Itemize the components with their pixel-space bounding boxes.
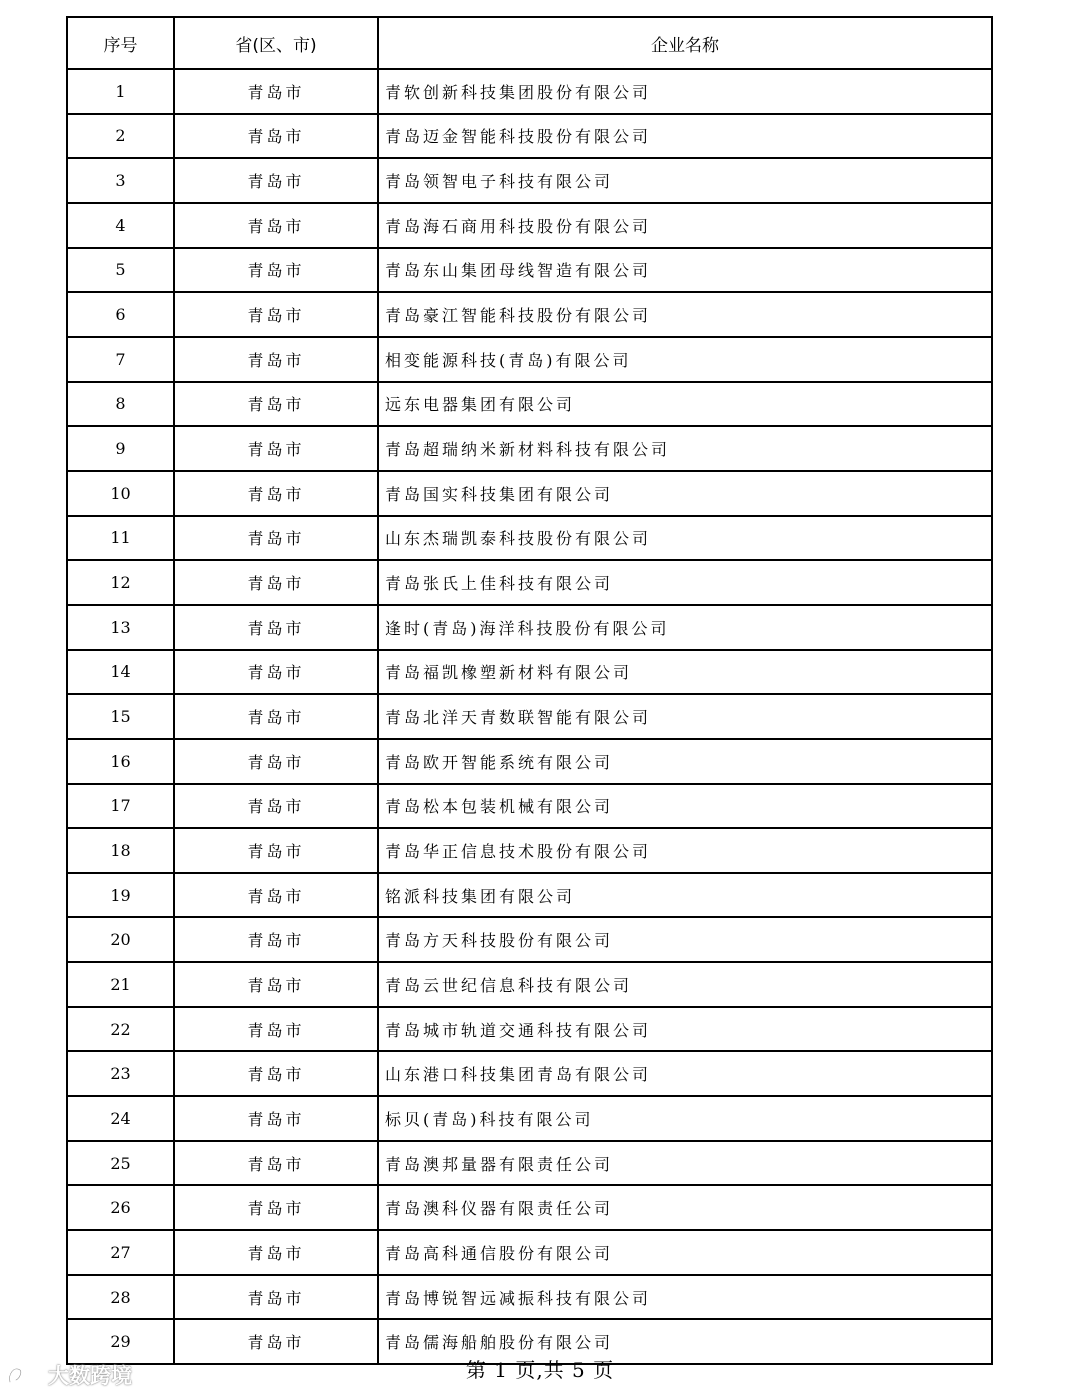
seq-cell: 16	[67, 739, 174, 784]
table-row	[67, 873, 992, 918]
province-cell: 青岛市	[174, 1096, 378, 1141]
province-cell: 青岛市	[174, 203, 378, 248]
header-company: 企业名称	[378, 17, 992, 69]
company-name-cell: 青岛华正信息技术股份有限公司	[378, 828, 992, 873]
seq-cell: 20	[67, 917, 174, 962]
enterprise-table	[66, 16, 993, 1365]
province-cell: 青岛市	[174, 248, 378, 293]
table-row	[67, 650, 992, 695]
seq-cell: 19	[67, 873, 174, 918]
company-name-cell: 山东港口科技集团青岛有限公司	[378, 1051, 992, 1096]
company-name-cell: 标贝(青岛)科技有限公司	[378, 1096, 992, 1141]
company-name-cell: 青岛博锐智远减振科技有限公司	[378, 1275, 992, 1320]
company-name-cell: 青岛豪江智能科技股份有限公司	[378, 292, 992, 337]
seq-cell: 25	[67, 1141, 174, 1186]
seq-cell: 24	[67, 1096, 174, 1141]
company-name-cell: 青岛海石商用科技股份有限公司	[378, 203, 992, 248]
table-row	[67, 248, 992, 293]
company-name-cell: 青岛国实科技集团有限公司	[378, 471, 992, 516]
table-row	[67, 69, 992, 114]
province-cell: 青岛市	[174, 962, 378, 1007]
table-row	[67, 382, 992, 427]
table-row	[67, 1230, 992, 1275]
company-name-cell: 青岛迈金智能科技股份有限公司	[378, 114, 992, 159]
seq-cell: 14	[67, 650, 174, 695]
company-name-cell: 青岛方天科技股份有限公司	[378, 917, 992, 962]
province-cell: 青岛市	[174, 784, 378, 829]
province-cell: 青岛市	[174, 739, 378, 784]
province-cell: 青岛市	[174, 382, 378, 427]
company-name-cell: 青岛澳邦量器有限责任公司	[378, 1141, 992, 1186]
company-name-cell: 远东电器集团有限公司	[378, 382, 992, 427]
table-row	[67, 337, 992, 382]
province-cell: 青岛市	[174, 158, 378, 203]
company-name-cell: 青岛张氏上佳科技有限公司	[378, 560, 992, 605]
seq-cell: 6	[67, 292, 174, 337]
province-cell: 青岛市	[174, 1319, 378, 1364]
table-row	[67, 1275, 992, 1320]
table-row	[67, 1096, 992, 1141]
province-cell: 青岛市	[174, 1230, 378, 1275]
brand-logo-icon	[6, 1362, 42, 1388]
table-row	[67, 1185, 992, 1230]
table-row	[67, 605, 992, 650]
company-name-cell: 青岛儒海船舶股份有限公司	[378, 1319, 992, 1364]
province-cell: 青岛市	[174, 1185, 378, 1230]
seq-cell: 2	[67, 114, 174, 159]
table-row	[67, 292, 992, 337]
table-row	[67, 203, 992, 248]
seq-cell: 28	[67, 1275, 174, 1320]
province-cell: 青岛市	[174, 828, 378, 873]
seq-cell: 13	[67, 605, 174, 650]
table-header-row	[67, 17, 992, 69]
header-seq: 序号	[67, 17, 174, 69]
province-cell: 青岛市	[174, 114, 378, 159]
province-cell: 青岛市	[174, 1275, 378, 1320]
table-row	[67, 694, 992, 739]
company-name-cell: 青岛领智电子科技有限公司	[378, 158, 992, 203]
province-cell: 青岛市	[174, 605, 378, 650]
company-name-cell: 铭派科技集团有限公司	[378, 873, 992, 918]
company-name-cell: 青软创新科技集团股份有限公司	[378, 69, 992, 114]
seq-cell: 17	[67, 784, 174, 829]
company-name-cell: 青岛超瑞纳米新材料科技有限公司	[378, 426, 992, 471]
province-cell: 青岛市	[174, 426, 378, 471]
province-cell: 青岛市	[174, 560, 378, 605]
seq-cell: 15	[67, 694, 174, 739]
company-name-cell: 青岛高科通信股份有限公司	[378, 1230, 992, 1275]
seq-cell: 8	[67, 382, 174, 427]
province-cell: 青岛市	[174, 1051, 378, 1096]
company-name-cell: 青岛云世纪信息科技有限公司	[378, 962, 992, 1007]
seq-cell: 23	[67, 1051, 174, 1096]
company-name-cell: 青岛松本包装机械有限公司	[378, 784, 992, 829]
table-row	[67, 962, 992, 1007]
company-name-cell: 相变能源科技(青岛)有限公司	[378, 337, 992, 382]
company-name-cell: 青岛澳科仪器有限责任公司	[378, 1185, 992, 1230]
province-cell: 青岛市	[174, 1007, 378, 1052]
seq-cell: 12	[67, 560, 174, 605]
province-cell: 青岛市	[174, 516, 378, 561]
company-name-cell: 青岛北洋天青数联智能有限公司	[378, 694, 992, 739]
seq-cell: 10	[67, 471, 174, 516]
company-name-cell: 山东杰瑞凯泰科技股份有限公司	[378, 516, 992, 561]
seq-cell: 11	[67, 516, 174, 561]
table-row	[67, 516, 992, 561]
seq-cell: 29	[67, 1319, 174, 1364]
company-name-cell: 青岛欧开智能系统有限公司	[378, 739, 992, 784]
table-body	[67, 69, 992, 1364]
seq-cell: 21	[67, 962, 174, 1007]
company-name-cell: 青岛城市轨道交通科技有限公司	[378, 1007, 992, 1052]
province-cell: 青岛市	[174, 694, 378, 739]
table-row	[67, 739, 992, 784]
seq-cell: 18	[67, 828, 174, 873]
seq-cell: 27	[67, 1230, 174, 1275]
province-cell: 青岛市	[174, 292, 378, 337]
province-cell: 青岛市	[174, 917, 378, 962]
table-row	[67, 471, 992, 516]
province-cell: 青岛市	[174, 650, 378, 695]
table-row	[67, 917, 992, 962]
table-header	[67, 17, 992, 69]
seq-cell: 1	[67, 69, 174, 114]
page-number: 第 1 页,共 5 页	[465, 1358, 615, 1382]
seq-cell: 7	[67, 337, 174, 382]
table-row	[67, 114, 992, 159]
province-cell: 青岛市	[174, 1141, 378, 1186]
seq-cell: 9	[67, 426, 174, 471]
watermark-text: 大数跨境	[48, 1364, 132, 1388]
header-province: 省(区、市)	[174, 17, 378, 69]
table-row	[67, 828, 992, 873]
watermark	[6, 1360, 132, 1390]
province-cell: 青岛市	[174, 471, 378, 516]
province-cell: 青岛市	[174, 873, 378, 918]
seq-cell: 26	[67, 1185, 174, 1230]
table-row	[67, 1051, 992, 1096]
table-row	[67, 158, 992, 203]
seq-cell: 22	[67, 1007, 174, 1052]
seq-cell: 3	[67, 158, 174, 203]
company-name-cell: 青岛福凯橡塑新材料有限公司	[378, 650, 992, 695]
table-row	[67, 560, 992, 605]
company-name-cell: 青岛东山集团母线智造有限公司	[378, 248, 992, 293]
company-name-cell: 逢时(青岛)海洋科技股份有限公司	[378, 605, 992, 650]
seq-cell: 5	[67, 248, 174, 293]
table-row	[67, 1007, 992, 1052]
table-row	[67, 1141, 992, 1186]
table-row	[67, 426, 992, 471]
seq-cell: 4	[67, 203, 174, 248]
province-cell: 青岛市	[174, 69, 378, 114]
table-row	[67, 784, 992, 829]
province-cell: 青岛市	[174, 337, 378, 382]
